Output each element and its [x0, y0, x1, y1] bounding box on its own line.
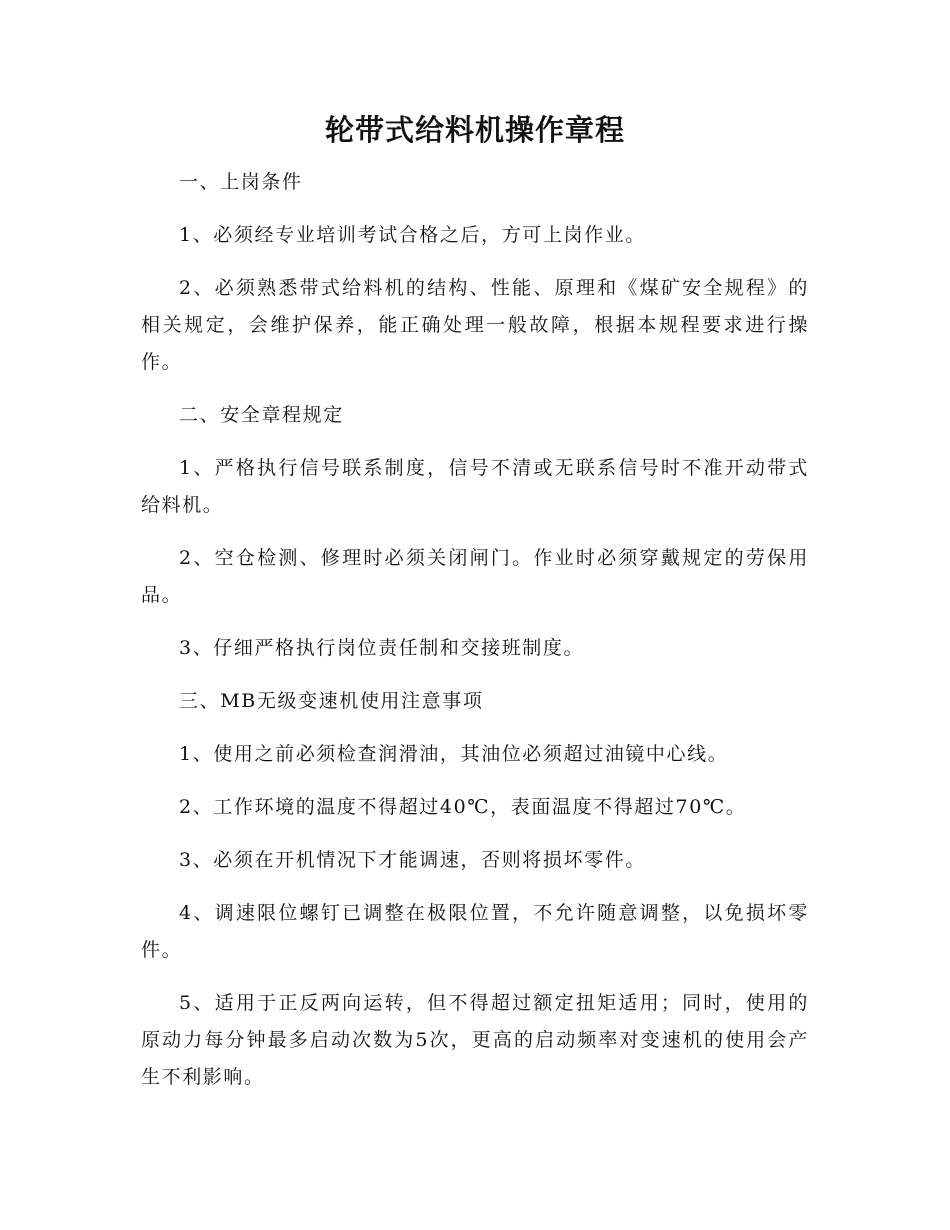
paragraph: 2、工作环境的温度不得超过40℃，表面温度不得超过70℃。	[179, 796, 747, 818]
section-heading-2: 二、安全章程规定	[179, 404, 344, 426]
section-heading-1: 一、上岗条件	[179, 171, 303, 193]
paragraph: 4、调速限位螺钉已调整在极限位置，不允许随意调整，以免损坏零件。	[141, 902, 809, 961]
paragraph: 3、仔细严格执行岗位责任制和交接班制度。	[179, 637, 585, 659]
paragraph: 2、空仓检测、修理时必须关闭闸门。作业时必须穿戴规定的劳保用品。	[141, 547, 809, 606]
paragraph: 1、使用之前必须检查润滑油，其油位必须超过油镜中心线。	[179, 743, 729, 765]
paragraph: 5、适用于正反两向运转，但不得超过额定扭矩适用；同时，使用的原动力每分钟最多启动次数为5次，更高的启动频率对变速机的使用会产生不利影响。	[141, 992, 809, 1088]
section-heading-3: 三、MB无级变速机使用注意事项	[179, 690, 484, 712]
paragraph: 3、必须在开机情况下才能调速，否则将损坏零件。	[179, 849, 646, 871]
paragraph: 1、必须经专业培训考试合格之后，方可上岗作业。	[179, 224, 646, 246]
document-title: 轮带式给料机操作章程	[324, 113, 625, 147]
paragraph: 1、严格执行信号联系制度，信号不清或无联系信号时不准开动带式给料机。	[141, 457, 809, 516]
paragraph: 2、必须熟悉带式给料机的结构、性能、原理和《煤矿安全规程》的相关规定，会维护保养，能正确处理一般故障，根据本规程要求进行操作。	[141, 277, 809, 373]
document-body	[141, 164, 809, 1112]
